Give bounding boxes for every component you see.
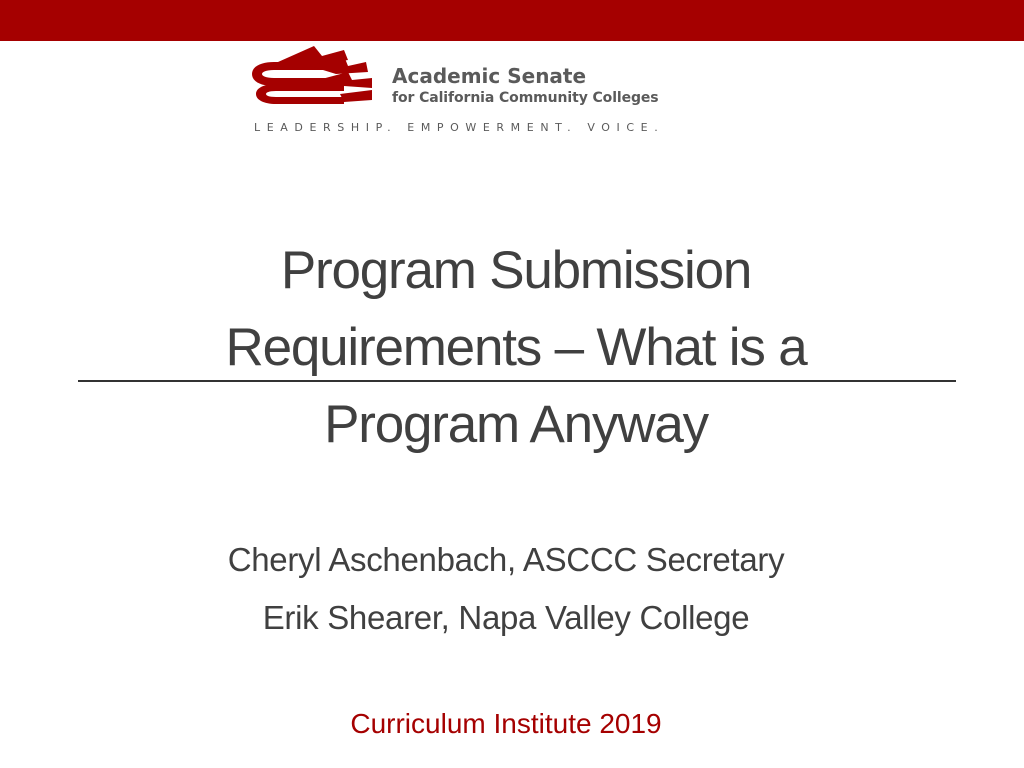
slide-title [110,232,922,463]
logo-tagline: LEADERSHIP. EMPOWERMENT. VOICE. [254,121,665,134]
title-line: Program Anyway [324,395,708,454]
logo-org-subtitle: for California Community Colleges [392,90,659,106]
title-line: Requirements – What is a [225,318,807,377]
title-line: Program Submission [280,241,752,300]
logo-org-name: Academic Senate [392,64,587,88]
event-name: Curriculum Institute 2019 [350,708,662,739]
presenter-name: Cheryl Aschenbach, ASCCC Secretary [227,541,785,578]
top-accent-bar [0,0,1024,41]
presenter-name: Erik Shearer, Napa Valley College [262,599,750,636]
organization-logo [248,44,738,140]
title-divider [78,380,956,382]
book-stack-icon [248,44,388,116]
